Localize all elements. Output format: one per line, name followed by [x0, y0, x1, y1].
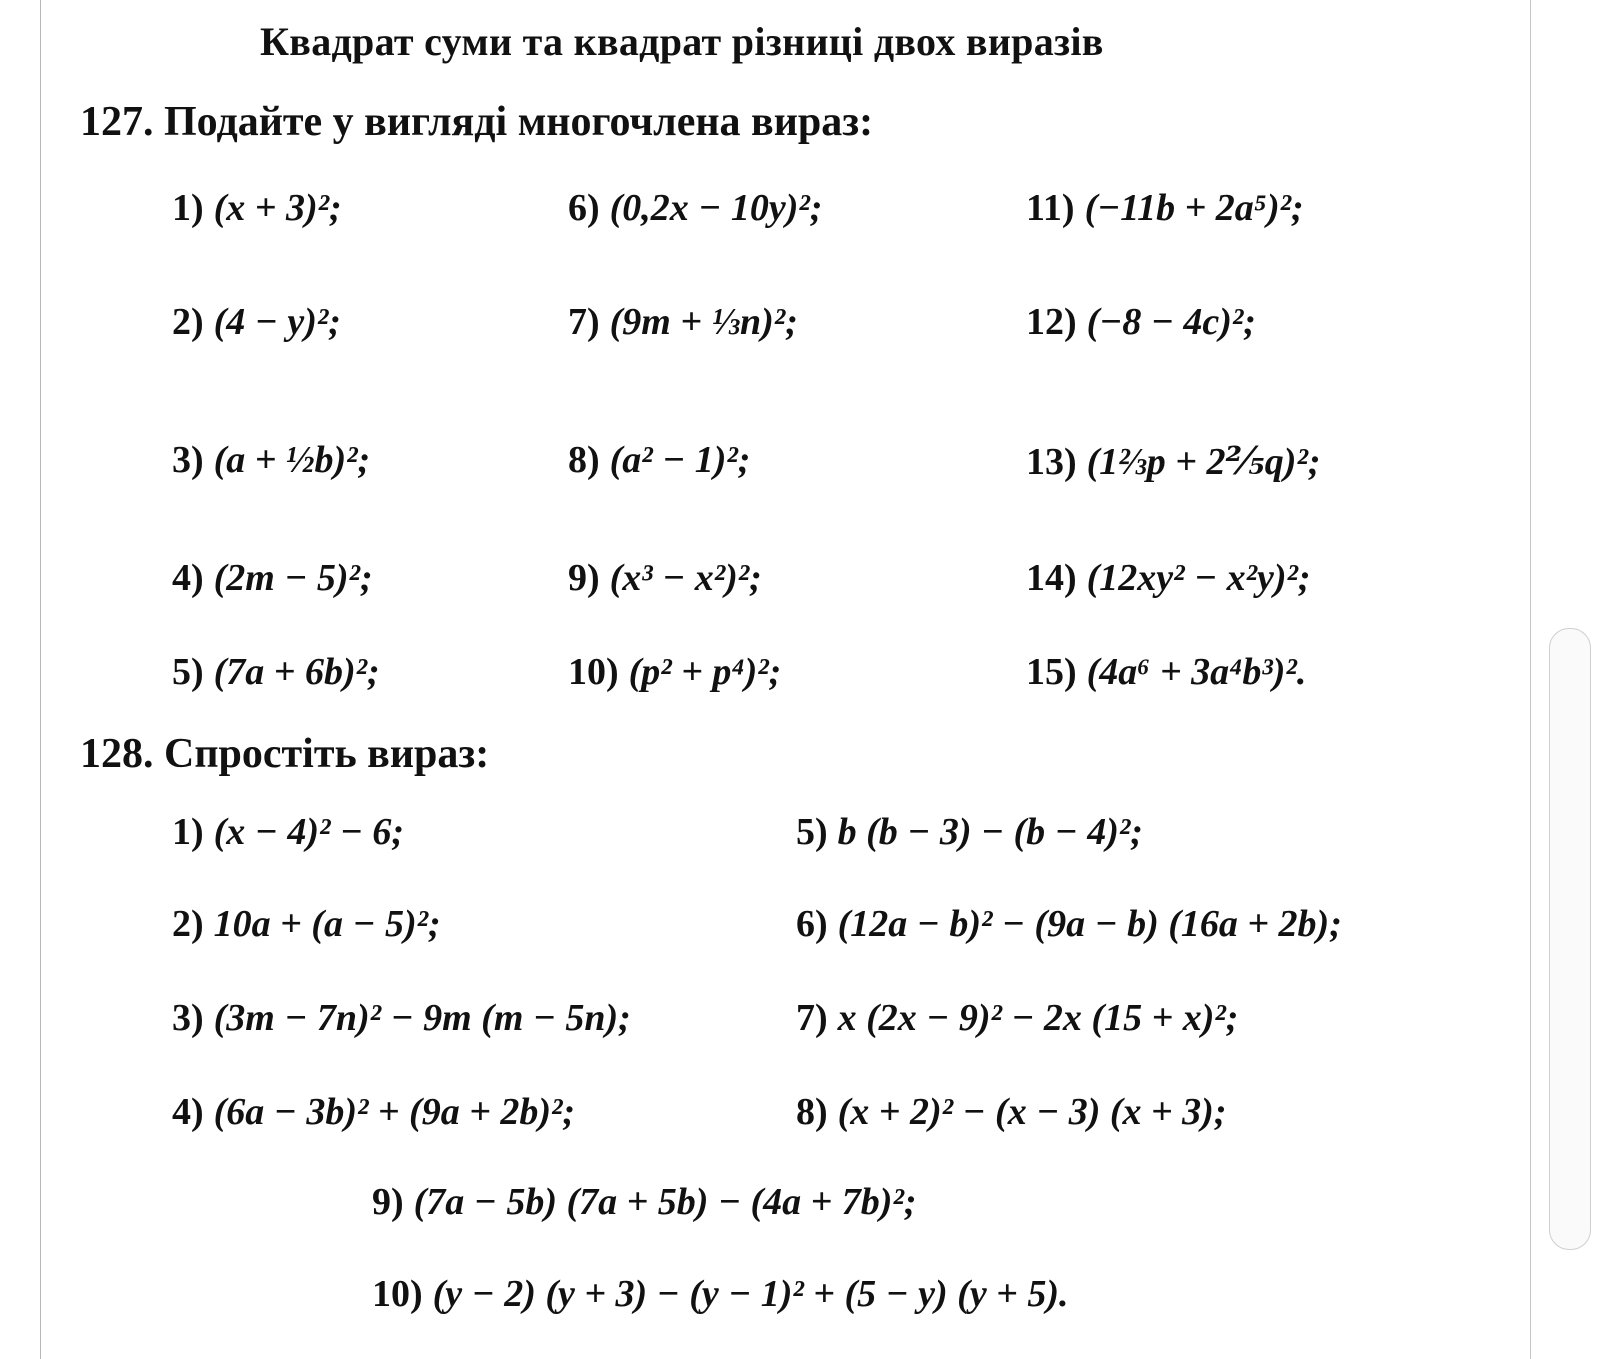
ex128-item-4 — [172, 1090, 575, 1134]
ex128-item-8 — [796, 1090, 1227, 1134]
ex127-item-15 — [1026, 650, 1306, 694]
item-label: 9) — [372, 1181, 404, 1223]
item-label: 13) — [1026, 441, 1077, 483]
item-expression: (x + 3)²; — [213, 187, 342, 229]
item-label: 12) — [1026, 301, 1077, 343]
item-label: 14) — [1026, 557, 1077, 599]
item-label: 5) — [796, 811, 828, 853]
ex128-item-6 — [796, 902, 1342, 946]
ex127-item-9 — [568, 556, 762, 600]
item-expression: (−8 − 4c)²; — [1086, 301, 1256, 343]
ex127-item-8 — [568, 438, 750, 482]
ex127-item-7 — [568, 300, 798, 344]
page-right-edge — [1530, 0, 1531, 1359]
ex127-item-14 — [1026, 556, 1311, 600]
item-label: 4) — [172, 557, 204, 599]
item-expression: (y − 2) (y + 3) − (y − 1)² + (5 − y) (y + 5). — [432, 1273, 1069, 1315]
item-label: 5) — [172, 651, 204, 693]
item-expression: (4 − y)²; — [213, 301, 341, 343]
item-expression: (−11b + 2a⁵)²; — [1084, 187, 1304, 229]
item-label: 11) — [1026, 187, 1075, 229]
ex127-item-1 — [172, 186, 342, 230]
ex127-item-10 — [568, 650, 781, 694]
ex127-item-3 — [172, 438, 370, 482]
ex128-item-10 — [372, 1272, 1069, 1316]
item-expression: (p² + p⁴)²; — [628, 651, 782, 693]
item-label: 1) — [172, 811, 204, 853]
item-expression: (x³ − x²)²; — [609, 557, 762, 599]
item-label: 2) — [172, 301, 204, 343]
ex127-item-11 — [1026, 186, 1304, 230]
item-label: 15) — [1026, 651, 1077, 693]
item-expression: (1⅔p + 2⅖q)²; — [1086, 441, 1321, 483]
exercise-127-heading — [80, 98, 873, 146]
exercise-127-prompt: Подайте у вигляді многочлена вираз: — [164, 99, 874, 145]
item-label: 6) — [796, 903, 828, 945]
item-expression: 10a + (a − 5)²; — [213, 903, 441, 945]
ex128-item-1 — [172, 810, 404, 854]
item-label: 3) — [172, 997, 204, 1039]
ex127-item-4 — [172, 556, 373, 600]
item-expression: (a + ½b)²; — [213, 439, 371, 481]
item-expression: (4a⁶ + 3a⁴b³)². — [1086, 651, 1307, 693]
item-expression: (3m − 7n)² − 9m (m − 5n); — [213, 997, 631, 1039]
ex127-item-12 — [1026, 300, 1256, 344]
item-expression: (x − 4)² − 6; — [213, 811, 405, 853]
exercise-127-number: 127. — [80, 99, 154, 145]
item-expression: (6a − 3b)² + (9a + 2b)²; — [213, 1091, 576, 1133]
item-expression: (2m − 5)²; — [213, 557, 373, 599]
item-label: 4) — [172, 1091, 204, 1133]
item-label: 10) — [372, 1273, 423, 1315]
ex128-item-2 — [172, 902, 441, 946]
item-label: 10) — [568, 651, 619, 693]
item-label: 8) — [796, 1091, 828, 1133]
ex128-item-9 — [372, 1180, 917, 1224]
exercise-128-prompt: Спростіть вираз: — [164, 731, 490, 777]
item-expression: b (b − 3) − (b − 4)²; — [837, 811, 1143, 853]
ex127-item-13 — [1026, 438, 1321, 484]
item-label: 6) — [568, 187, 600, 229]
item-expression: (7a + 6b)²; — [213, 651, 380, 693]
page-title: Квадрат суми та квадрат різниці двох виразів — [260, 19, 1104, 64]
ex128-item-7 — [796, 996, 1238, 1040]
item-label: 2) — [172, 903, 204, 945]
ex127-item-6 — [568, 186, 822, 230]
item-expression: (7a − 5b) (7a + 5b) − (4a + 7b)²; — [413, 1181, 917, 1223]
item-label: 1) — [172, 187, 204, 229]
item-expression: (12xy² − x²y)²; — [1086, 557, 1311, 599]
ex128-item-3 — [172, 996, 631, 1040]
page-left-edge — [40, 0, 41, 1359]
item-expression: (a² − 1)²; — [609, 439, 751, 481]
item-expression: (x + 2)² − (x − 3) (x + 3); — [837, 1091, 1227, 1133]
exercise-128-heading — [80, 730, 489, 778]
item-expression: x (2x − 9)² − 2x (15 + x)²; — [837, 997, 1239, 1039]
ex128-item-5 — [796, 810, 1143, 854]
item-label: 7) — [796, 997, 828, 1039]
item-expression: (0,2x − 10y)²; — [609, 187, 823, 229]
ex127-item-2 — [172, 300, 341, 344]
ex127-item-5 — [172, 650, 380, 694]
item-label: 8) — [568, 439, 600, 481]
item-label: 3) — [172, 439, 204, 481]
item-expression: (12a − b)² − (9a − b) (16a + 2b); — [837, 903, 1342, 945]
scroll-handle[interactable] — [1549, 628, 1591, 1250]
item-label: 9) — [568, 557, 600, 599]
item-expression: (9m + ⅓n)²; — [609, 301, 798, 343]
item-label: 7) — [568, 301, 600, 343]
exercise-128-number: 128. — [80, 731, 154, 777]
